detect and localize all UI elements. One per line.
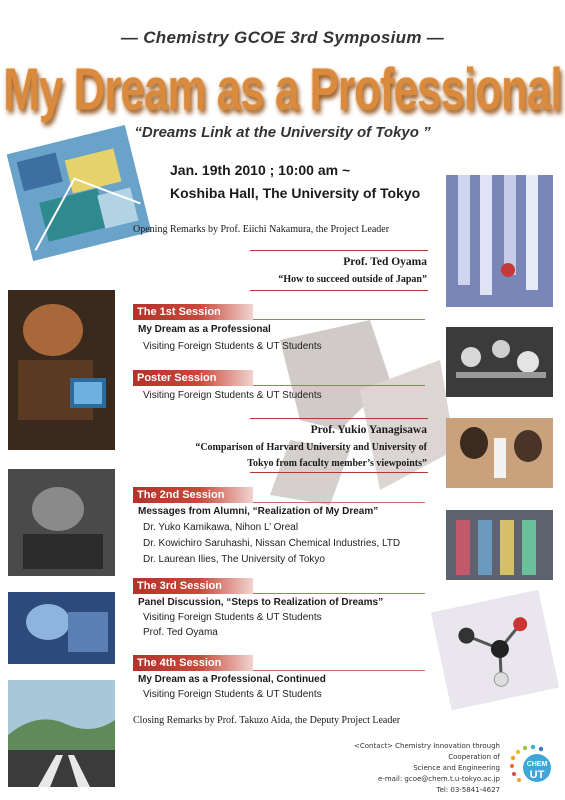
speaker-name: Prof. Ted Oyama — [343, 256, 427, 268]
opening-remarks: Opening Remarks by Prof. Eiichi Nakamura, the Project Leader — [133, 224, 390, 235]
logo-text-bottom: UT — [529, 769, 545, 781]
divider — [253, 593, 425, 594]
session-3-header: The 3rd Session — [133, 578, 253, 594]
photo-microscope — [446, 418, 553, 488]
session-4-title: My Dream as a Professional, Continued — [138, 674, 326, 685]
page-title: My Dream as a Professional — [3, 56, 562, 123]
session-3-title: Panel Discussion, “Steps to Realization of Dreams” — [138, 597, 384, 608]
photo-molecule-model — [431, 590, 559, 711]
session-1-participants: Visiting Foreign Students & UT Students — [143, 341, 322, 352]
closing-remarks: Closing Remarks by Prof. Takuzo Aida, the Deputy Project Leader — [133, 715, 401, 726]
talk-title-line-2: Tokyo from faculty member’s viewpoints” — [247, 458, 427, 469]
logo-text-top: CHEM — [526, 761, 548, 768]
session-2-speaker: Dr. Kowichiro Saruhashi, Nissan Chemical Industries, LTD — [143, 538, 401, 549]
contact-line: <Contact> Chemistry Innovation through Cooperation of — [353, 742, 500, 761]
session-1-title: My Dream as a Professional — [138, 324, 271, 335]
session-3-participants: Prof. Ted Oyama — [143, 627, 218, 638]
session-2-title: Messages from Alumni, “Realization of My Dream” — [138, 506, 379, 517]
session-1-header: The 1st Session — [133, 304, 253, 320]
photo-test-tubes — [446, 175, 553, 307]
divider — [253, 502, 425, 503]
event-venue: Koshiba Hall, The University of Tokyo — [170, 185, 421, 201]
divider — [250, 472, 428, 473]
session-2-header: The 2nd Session — [133, 487, 253, 503]
divider — [253, 319, 425, 320]
tagline: “Dreams Link at the University of Tokyo ” — [134, 124, 431, 141]
divider — [250, 250, 428, 251]
poster-session-participants: Visiting Foreign Students & UT Students — [143, 390, 322, 401]
session-2-speaker: Dr. Laurean Ilies, The University of Tokyo — [143, 554, 325, 565]
talk-title-line-1: “Comparison of Harvard University and University of — [195, 442, 427, 453]
contact-email: e-mail: gcoe@chem.t.u-tokyo.ac.jp — [378, 775, 500, 783]
photo-hands-puzzle — [260, 300, 460, 510]
divider — [253, 385, 425, 386]
divider — [250, 418, 428, 419]
contact-phone: Tel: 03-5841-4627 — [436, 786, 500, 794]
speaker-name: Prof. Yukio Yanagisawa — [310, 424, 427, 436]
session-2-speaker: Dr. Yuko Kamikawa, Nihon L’ Oreal — [143, 522, 299, 533]
photo-lab-worker — [8, 469, 115, 576]
divider — [253, 670, 425, 671]
symposium-subtitle: — Chemistry GCOE 3rd Symposium — — [120, 28, 445, 47]
talk-title: “How to succeed outside of Japan” — [278, 274, 427, 285]
session-4-header: The 4th Session — [133, 655, 253, 671]
contact-line: Science and Engineering — [413, 764, 500, 772]
chem-ut-logo — [507, 744, 553, 788]
photo-scientist-computer — [8, 290, 115, 450]
speaker-yanagisawa — [195, 424, 427, 472]
speaker-oyama — [278, 256, 427, 288]
photo-lab-glassware — [446, 327, 553, 397]
photo-road-landscape — [8, 680, 115, 787]
session-4-participants: Visiting Foreign Students & UT Students — [143, 689, 322, 700]
photo-colored-tubes — [446, 510, 553, 580]
photo-chem-structure — [7, 125, 152, 261]
session-3-participants: Visiting Foreign Students & UT Students — [143, 612, 322, 623]
divider — [250, 290, 428, 291]
poster-session-header: Poster Session — [133, 370, 253, 386]
contact-info — [310, 741, 500, 796]
event-date: Jan. 19th 2010 ; 10:00 am ~ — [170, 162, 351, 178]
photo-scientist-blue — [8, 592, 115, 664]
